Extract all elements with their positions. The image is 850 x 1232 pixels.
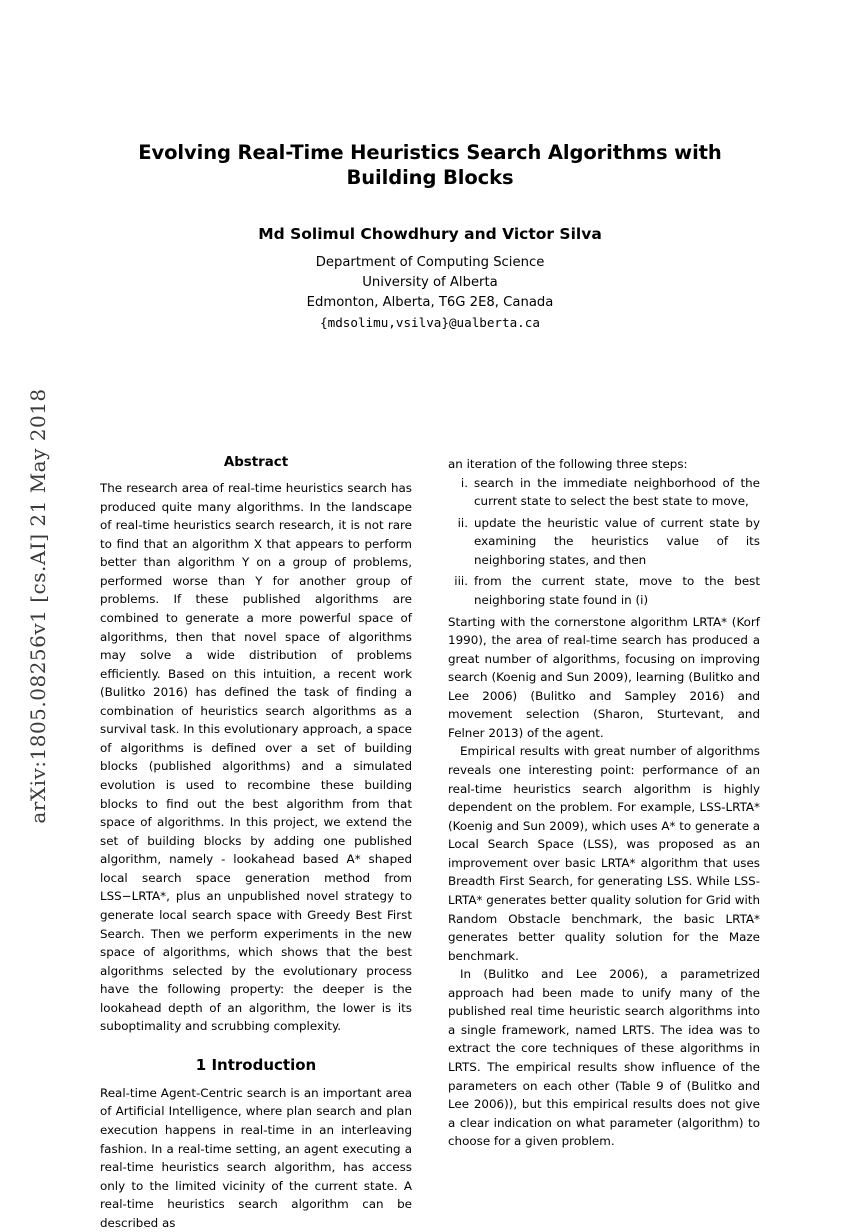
affiliation-line-3: Edmonton, Alberta, T6G 2E8, Canada [306, 294, 554, 310]
list-item [448, 514, 760, 570]
abstract-heading: Abstract [223, 455, 289, 470]
list-item [448, 474, 760, 511]
right-column [448, 455, 760, 1232]
affiliation-line-2: University of Alberta [362, 274, 498, 290]
intro-paragraph-1: Real-time Agent-Centric search is an important area of Artificial Intelligence, where plan search and plan execution happens in real-time in an interleaving fashion. In a real-time setting, an agent executing a real-time heuristics search algorithm, has access only to the limited vicinity of the current state. A real-time heuristics search algorithm can be described as [100, 1085, 412, 1230]
paper-header [100, 140, 760, 330]
left-column [100, 455, 412, 1232]
list-item-text: from the current state, move to the best neighboring state found in (i) [474, 574, 760, 607]
affiliation-line-1: Department of Computing Science [315, 254, 545, 270]
intro-list-lead-in: an iteration of the following three steps: [448, 457, 688, 471]
intro-paragraph-4: In (Bulitko and Lee 2006), a parametrized approach had been made to unify many of the published real time heuristic search algorithms into a single framework, named LRTS. The idea was to extract the core techniques of these algorithms in LRTS. The empirical results show influence of the parameters on each other (Table 9 of (Bulitko and Lee 2006)), but this empirical results does not give a clear indication on what parameter (algorithm) to choose for a given problem. [448, 967, 760, 1149]
intro-paragraph-3: Empirical results with great number of algorithms reveals one interesting point: performance of an real-time heuristics search algorithm is highly dependent on the problem. For example, LSS-LRTA* (Koenig and Sun 2009), which uses A* to generate a Local Search Space (LSS), was proposed as an improvement over basic LRTA* algorithm that uses Breadth First Search, for generating LSS. While LSS-LRTA* generates better quality solution for Grid with Random Obstacle benchmark, the basic LRTA* generates better quality solution for the Maze benchmark. [448, 744, 760, 963]
list-marker: iii. [454, 574, 468, 589]
list-item-text: search in the immediate neighborhood of the current state to select the best state to move, [474, 475, 760, 509]
arxiv-stamp: arXiv:1805.08256v1 [cs.AI] 21 May 2018 [26, 388, 50, 824]
author-list: Md Solimul Chowdhury and Victor Silva [258, 224, 602, 243]
page-title: Evolving Real-Time Heuristics Search Algorithms with Building Blocks [138, 141, 722, 190]
intro-steps-list [448, 474, 760, 610]
list-item [448, 572, 760, 609]
list-marker: ii. [457, 515, 468, 530]
list-marker: i. [460, 475, 468, 490]
section-heading-introduction: 1 Introduction [195, 1055, 317, 1074]
contact-email: {mdsolimu,vsilva}@ualberta.ca [320, 314, 540, 330]
list-item-text: update the heuristic value of current state by examining the heuristics value of its neighboring states, and then [474, 515, 760, 567]
abstract-text: The research area of real-time heuristics search has produced quite many algorithms. In the landscape of real-time heuristics search research, it is not rare to find that an algorithm X that appears to perform better than algorithm Y on a group of problems, performed worse than Y for another group of problems. If these published algorithms are combined to generate a more powerful space of algorithms, then that novel space of algorithms may solve a wide distribution of problems efficiently. Based on this intuition, a recent work (Bulitko 2016) has defined the task of finding a combination of heuristics search algorithms as a survival task. In this evolutionary approach, a space of algorithms is defined over a set of building blocks (published algorithms) and a simulated evolution is used to recombine these building blocks to find out the best algorithm from that space of algorithms. In this project, we extend the set of building blocks by adding one published algorithm, namely - lookahead based A* shaped local search space generation method from LSS−LRTA*, plus an unpublished novel strategy to generate local search space with Greedy Best First Search. Then we perform experiments in the new space of algorithms, which shows that the best algorithms selected by the evolutionary process have the following property: the deeper is the lookahead depth of an algorithm, the lower is its suboptimality and scrubbing complexity. [100, 481, 412, 1034]
two-column-body [100, 455, 760, 1232]
intro-paragraph-2: Starting with the cornerstone algorithm LRTA* (Korf 1990), the area of real-time search has produced a great number of algorithms, focusing on improving search (Koenig and Sun 2009), learning (Bulitko and Lee 2006) (Bulitko and Sampley 2016) and movement selection (Sharon, Sturtevant, and Felner 2013) of the agent. [448, 614, 760, 740]
